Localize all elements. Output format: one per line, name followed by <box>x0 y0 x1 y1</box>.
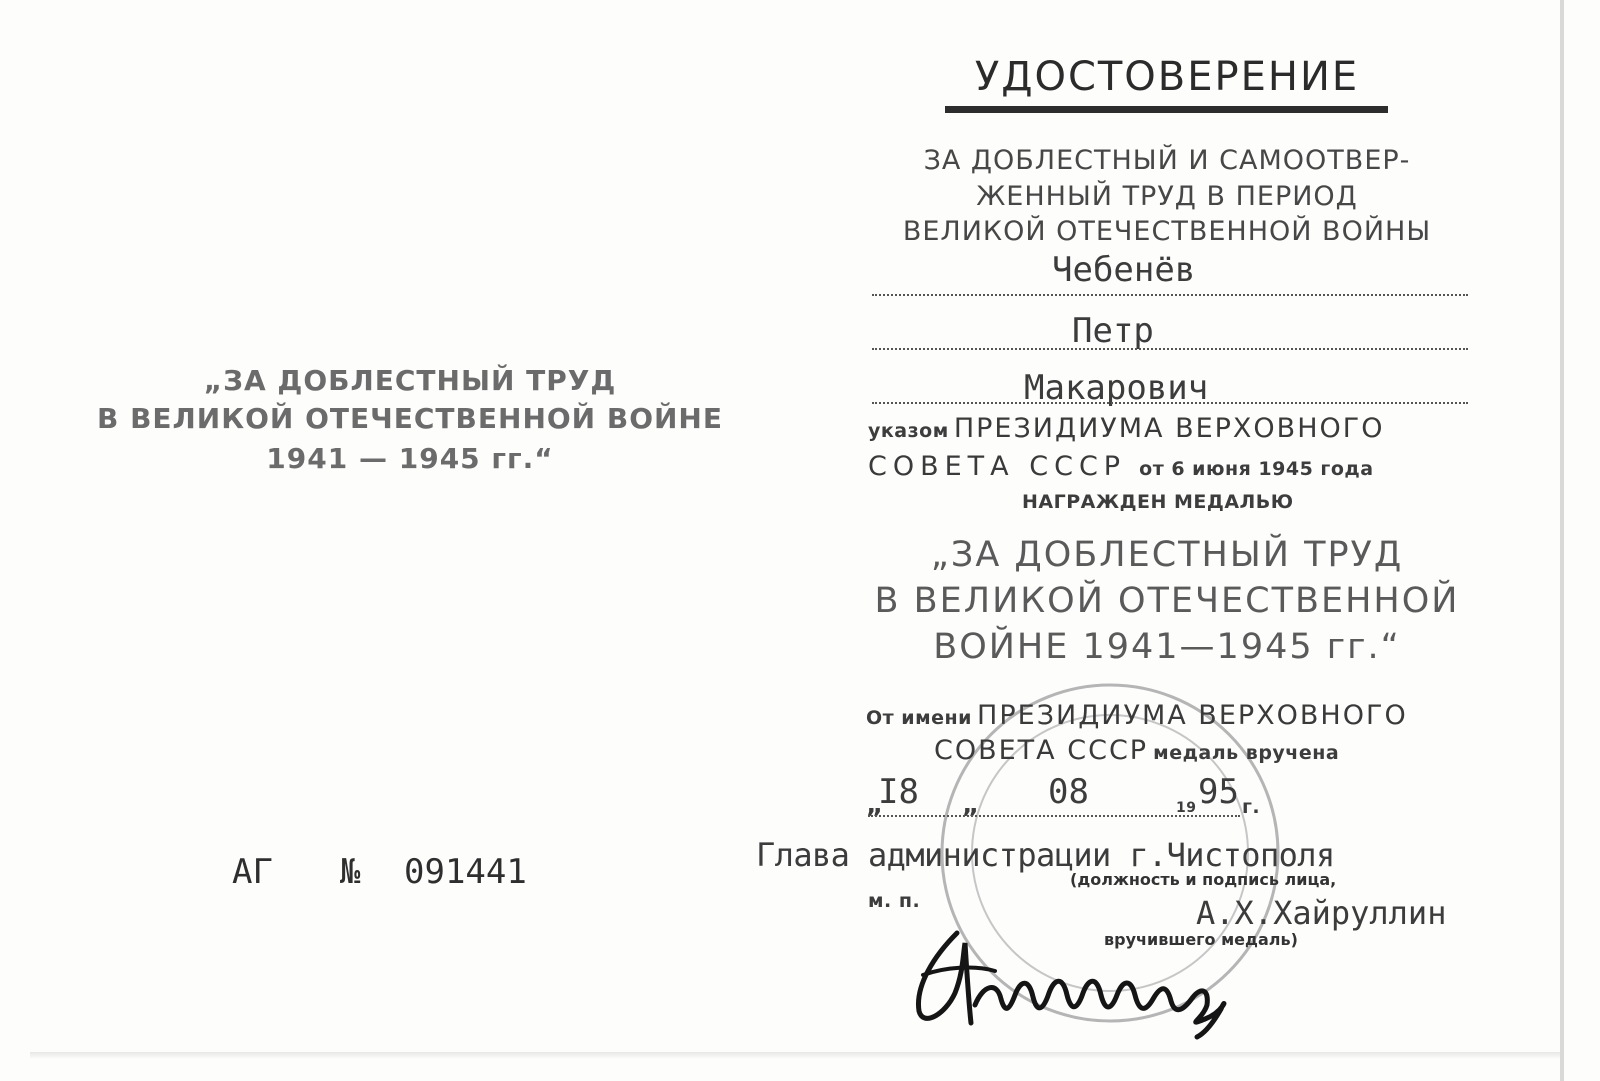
official-position: Глава администрации г.Чистополя <box>756 836 1335 874</box>
date-day: I8 <box>878 772 919 812</box>
date-dotted-line <box>868 815 1240 817</box>
decree-body-1: ПРЕЗИДИУМА ВЕРХОВНОГО <box>953 413 1385 444</box>
reason-line-1: ЗА ДОБЛЕСТНЫЙ И САМООТВЕР- <box>923 145 1411 176</box>
presented-suffix: медаль вручена <box>1153 742 1340 764</box>
decree-body-2: СОВЕТА СССР <box>868 451 1127 482</box>
presented-line-1 <box>866 700 1408 731</box>
presented-body-2: СОВЕТА СССР <box>934 735 1149 766</box>
date-month: 08 <box>1048 772 1089 812</box>
presented-line-2 <box>934 735 1339 766</box>
recipient-patronymic: Макарович <box>1024 368 1209 408</box>
official-name: А.Х.Хайруллин <box>1196 894 1447 932</box>
awarded-text: НАГРАЖДЕН МЕДАЛЬЮ <box>1022 491 1294 513</box>
decree-date: от 6 июня 1945 года <box>1139 458 1374 480</box>
presented-body-1: ПРЕЗИДИУМА ВЕРХОВНОГО <box>977 700 1408 731</box>
date-close-quote: „ <box>962 790 980 820</box>
date-year: 95 <box>1198 772 1239 812</box>
medal-title-line-1: „ЗА ДОБЛЕСТНЫЙ ТРУД <box>930 535 1404 575</box>
name-caption: вручившего медаль) <box>1104 930 1298 949</box>
reason-line-2: ЖЕННЫЙ ТРУД В ПЕРИОД <box>976 181 1358 212</box>
decree-line-1 <box>868 413 1384 444</box>
decree-prefix: указом <box>868 420 949 442</box>
medal-title-line-3: ВОЙНЕ 1941—1945 гг.“ <box>933 627 1401 667</box>
surname-dotted-line <box>872 294 1468 296</box>
reason-line-3: ВЕЛИКОЙ ОТЕЧЕСТВЕННОЙ ВОЙНЫ <box>902 216 1432 247</box>
date-suffix: г. <box>1242 796 1261 818</box>
title-underline <box>945 106 1388 113</box>
date-open-quote: „ <box>866 790 884 820</box>
medal-title-line-2: В ВЕЛИКОЙ ОТЕЧЕСТВЕННОЙ <box>874 581 1460 621</box>
seal-place-caption: м. п. <box>868 890 921 912</box>
document-title: УДОСТОВЕРЕНИЕ <box>974 54 1360 100</box>
page-right-edge <box>1560 0 1564 1081</box>
position-caption: (должность и подпись лица, <box>1070 870 1337 889</box>
serial-number: 091441 <box>404 852 527 892</box>
recipient-first-name: Петр <box>1072 311 1154 351</box>
page-bottom-edge <box>30 1052 1560 1058</box>
handwritten-signature <box>905 915 1325 1040</box>
serial-number-sign: № <box>340 852 361 892</box>
patronymic-dotted-line <box>872 402 1468 404</box>
left-medal-title-line-2: В ВЕЛИКОЙ ОТЕЧЕСТВЕННОЙ ВОЙНЕ <box>96 402 723 435</box>
decree-line-2 <box>868 451 1374 482</box>
serial-series: АГ <box>232 852 273 892</box>
first-name-dotted-line <box>872 348 1468 350</box>
presented-prefix: От имени <box>866 707 972 729</box>
recipient-surname: Чебенёв <box>1052 250 1196 290</box>
date-century: 19 <box>1176 800 1197 816</box>
left-medal-title-line-3: 1941 — 1945 гг.“ <box>266 442 554 475</box>
left-medal-title-line-1: „ЗА ДОБЛЕСТНЫЙ ТРУД <box>203 364 617 397</box>
